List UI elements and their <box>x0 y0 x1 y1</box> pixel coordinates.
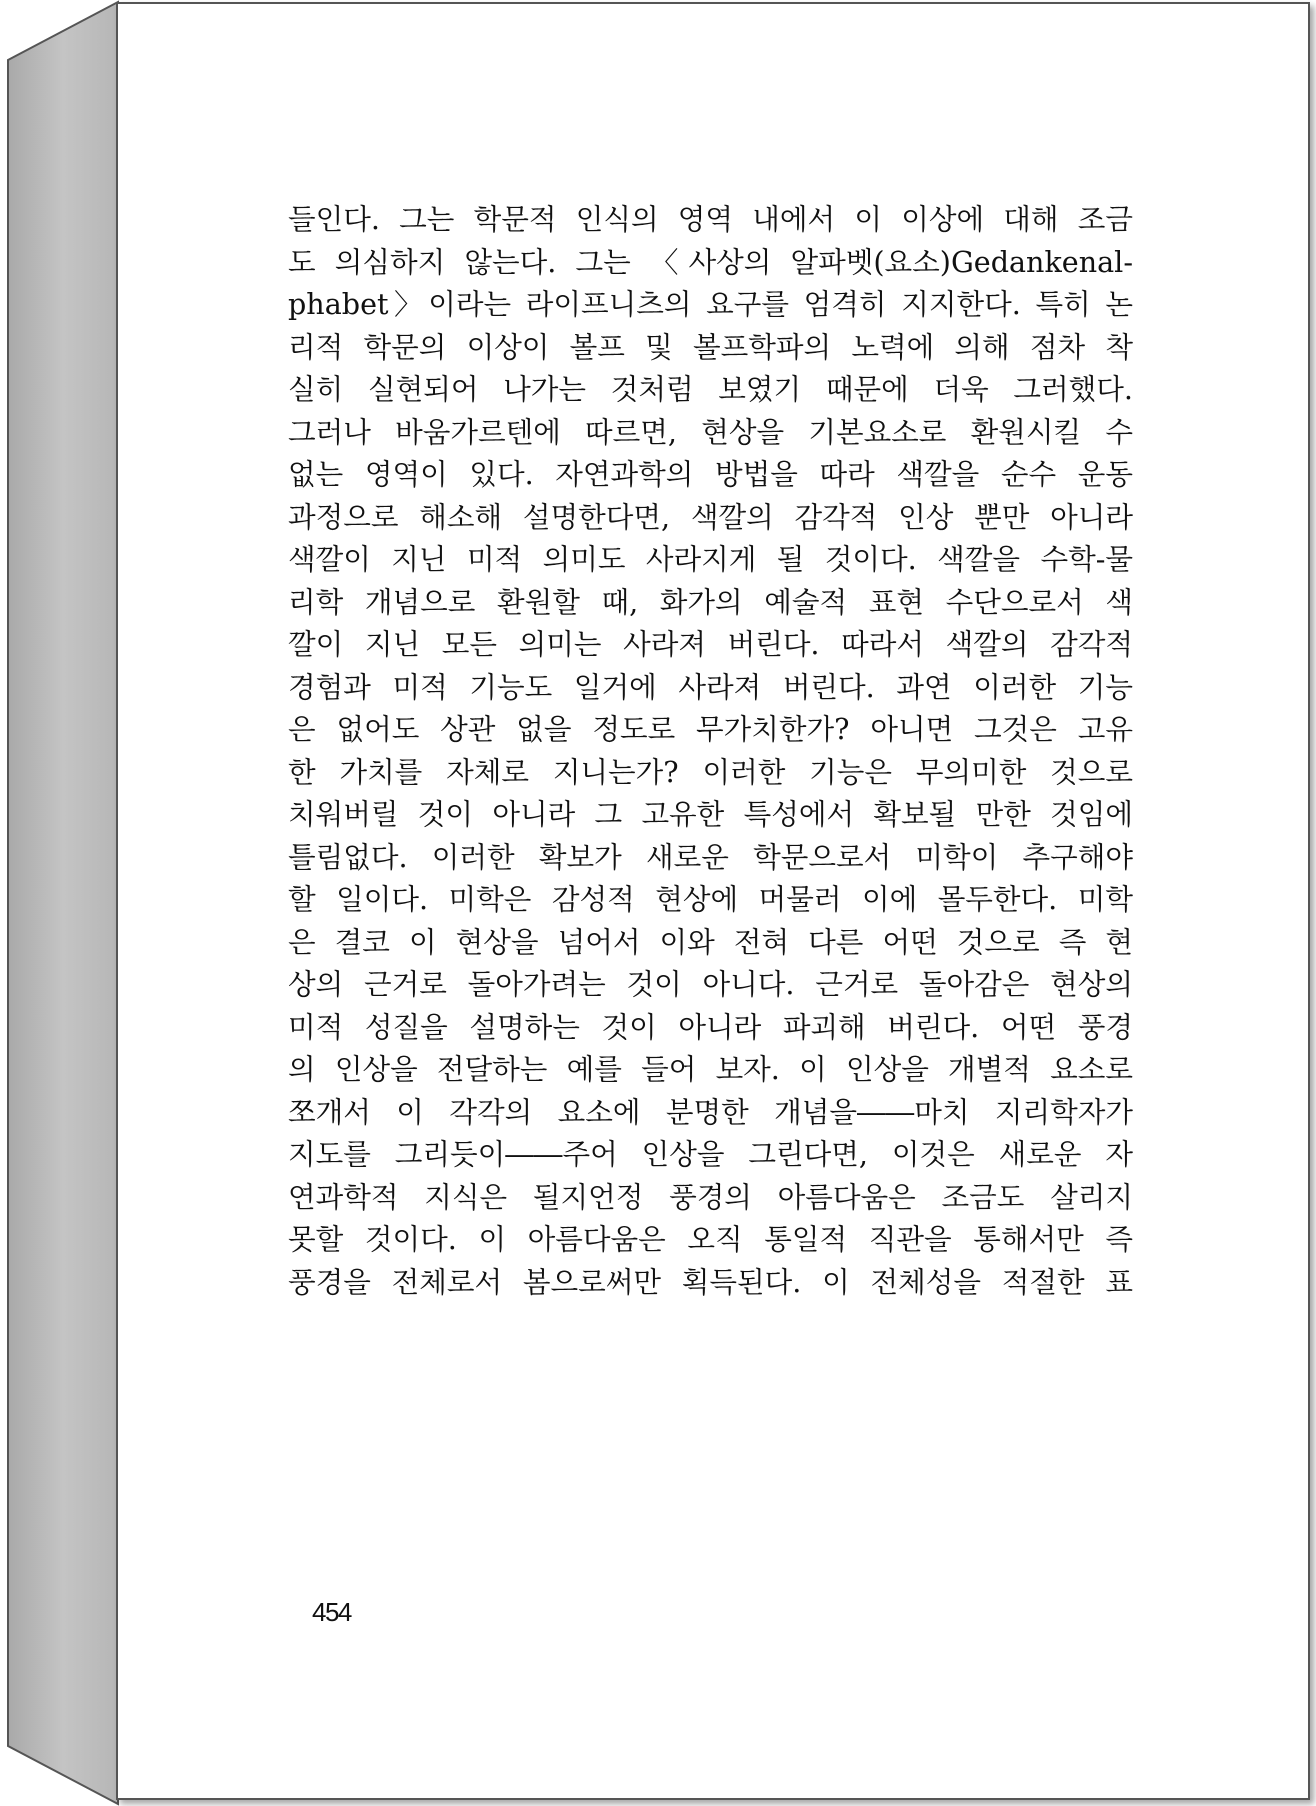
text-line: 틀림없다. 이러한 확보가 새로운 학문으로서 미학이 추구해야 <box>288 839 1133 874</box>
text-line: 리학 개념으로 환원할 때, 화가의 예술적 표현 수단으로서 색 <box>288 584 1133 619</box>
text-line: 색깔이 지닌 미적 의미도 사라지게 될 것이다. 색깔을 수학-물 <box>288 542 1133 576</box>
text-line: 들인다. 그는 학문적 인식의 영역 내에서 이 이상에 대해 조금 <box>288 202 1133 236</box>
text-line: 치워버릴 것이 아니라 그 고유한 특성에서 확보될 만한 것임에 <box>288 797 1133 831</box>
text-line: 없는 영역이 있다. 자연과학의 방법을 따라 색깔을 순수 운동 <box>288 457 1133 491</box>
book-spine-shape <box>0 0 120 1806</box>
text-line: 은 결코 이 현상을 넘어서 이와 전혀 다른 어떤 것으로 즉 현 <box>288 924 1133 959</box>
page-number: 454 <box>312 1597 351 1627</box>
text-line: 리적 학문의 이상이 볼프 및 볼프학파의 노력에 의해 점차 착 <box>288 329 1133 364</box>
text-line: 경험과 미적 기능도 일거에 사라져 버린다. 과연 이러한 기능 <box>288 669 1133 704</box>
text-line: 은 없어도 상관 없을 정도로 무가치한가? 아니면 그것은 고유 <box>288 712 1133 746</box>
text-line: 미적 성질을 설명하는 것이 아니라 파괴해 버린다. 어떤 풍경 <box>288 1009 1133 1044</box>
text-line: 지도를 그리듯이――주어 인상을 그린다면, 이것은 새로운 자 <box>288 1137 1133 1171</box>
text-line: 풍경을 전체로서 봄으로써만 획득된다. 이 전체성을 적절한 표 <box>288 1264 1133 1299</box>
text-line: 연과학적 지식은 될지언정 풍경의 아름다움은 조금도 살리지 <box>288 1179 1133 1214</box>
text-line: 도 의심하지 않는다. 그는 〈사상의 알파벳(요소)Gedankenal- <box>288 244 1133 279</box>
text-line: 의 인상을 전달하는 예를 들어 보자. 이 인상을 개별적 요소로 <box>288 1052 1133 1086</box>
text-line: 쪼개서 이 각각의 요소에 분명한 개념을――마치 지리학자가 <box>288 1094 1133 1129</box>
text-line: 그러나 바움가르텐에 따르면, 현상을 기본요소로 환원시킬 수 <box>288 414 1133 449</box>
body-text <box>288 198 1133 1303</box>
text-line: 할 일이다. 미학은 감성적 현상에 머물러 이에 몰두한다. 미학 <box>288 882 1133 916</box>
text-line: 상의 근거로 돌아가려는 것이 아니다. 근거로 돌아감은 현상의 <box>288 967 1133 1001</box>
text-line: 한 가치를 자체로 지니는가? 이러한 기능은 무의미한 것으로 <box>288 754 1133 789</box>
text-line: 실히 실현되어 나가는 것처럼 보였기 때문에 더욱 그러했다. <box>288 372 1133 406</box>
book-spine <box>0 0 120 1806</box>
text-line: 과정으로 해소해 설명한다면, 색깔의 감각적 인상 뿐만 아니라 <box>288 499 1133 534</box>
text-line: 못할 것이다. 이 아름다움은 오직 통일적 직관을 통해서만 즉 <box>288 1222 1133 1256</box>
text-line: phabet〉이라는 라이프니츠의 요구를 엄격히 지지한다. 특히 논 <box>288 287 1133 321</box>
text-line: 깔이 지닌 모든 의미는 사라져 버린다. 따라서 색깔의 감각적 <box>288 627 1133 661</box>
